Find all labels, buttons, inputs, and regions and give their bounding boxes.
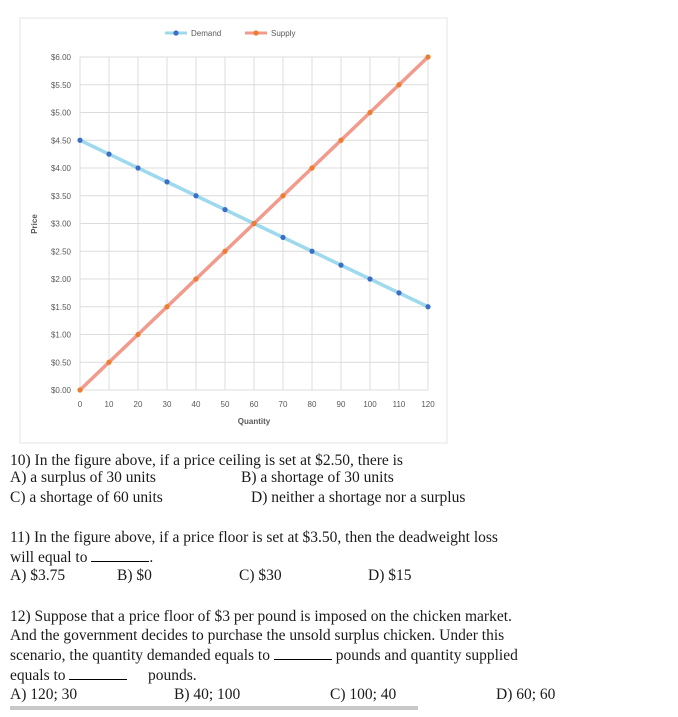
x-axis-title: Quantity xyxy=(237,417,271,426)
y-tick-label: $4.50 xyxy=(50,136,71,146)
x-tick-label: 70 xyxy=(278,400,288,409)
q12-line4 xyxy=(10,666,197,685)
supply-demand-chart xyxy=(0,0,450,445)
q11-line2: will equal to xyxy=(10,549,88,566)
supply-point xyxy=(367,110,372,115)
q10-option-d: D) neither a shortage nor a surplus xyxy=(251,489,466,506)
x-tick-label: 110 xyxy=(392,400,406,409)
x-tick-label: 50 xyxy=(220,400,230,409)
q11-line1: 11) In the figure above, if a price floor is set at $3.50, then the deadweight loss xyxy=(10,529,498,546)
supply-point xyxy=(425,54,430,59)
y-axis-title: Price xyxy=(30,214,39,234)
supply-point xyxy=(396,82,401,87)
supply-point xyxy=(193,276,198,281)
y-tick-label: $4.00 xyxy=(50,164,71,173)
supply-point xyxy=(77,387,82,392)
y-tick-label: $0.00 xyxy=(50,386,71,395)
demand-point xyxy=(135,165,140,170)
x-tick-label: 0 xyxy=(77,400,83,409)
q10-text: 10) In the figure above, if a price ceiling is set at $2.50, there is xyxy=(10,452,403,469)
x-tick-label: 120 xyxy=(421,400,435,409)
x-tick-label: 80 xyxy=(307,400,317,409)
q12-option-b: B) 40; 100 xyxy=(174,686,241,703)
x-tick-label: 20 xyxy=(133,400,143,409)
supply-point xyxy=(251,221,256,226)
demand-point xyxy=(396,290,401,295)
q12-blank-2 xyxy=(69,666,127,680)
q11-line2-wrap: will equal to . xyxy=(10,549,154,566)
q11-option-a: A) $3.75 xyxy=(10,567,66,584)
demand-point xyxy=(309,249,314,254)
y-tick-label: $5.00 xyxy=(50,108,71,118)
q12-line4a: equals to xyxy=(10,667,66,684)
q11-option-c: C) $30 xyxy=(239,567,282,584)
demand-point xyxy=(106,152,111,157)
x-tick-label: 10 xyxy=(104,400,114,409)
q12-option-a: A) 120; 30 xyxy=(10,686,78,703)
y-tick-label: $2.50 xyxy=(50,247,71,257)
x-tick-label: 60 xyxy=(249,400,259,409)
q12-option-d: D) 60; 60 xyxy=(496,686,556,703)
demand-point xyxy=(222,207,227,212)
supply-point xyxy=(338,138,343,143)
demand-point xyxy=(193,193,198,198)
q12-line3 xyxy=(10,646,518,665)
demand-point xyxy=(164,179,169,184)
x-tick-label: 90 xyxy=(336,400,346,409)
y-tick-label: $5.50 xyxy=(50,80,71,90)
supply-point xyxy=(222,249,227,254)
q12-line3a: scenario, the quantity demanded equals to xyxy=(10,647,270,664)
q12-line3b: pounds and quantity supplied xyxy=(335,647,518,664)
q10-option-b: B) a shortage of 30 units xyxy=(241,469,394,486)
q12-line1: 12) Suppose that a price floor of $3 per pound is imposed on the chicken market. xyxy=(10,608,512,625)
x-tick-label: 30 xyxy=(162,400,172,409)
q11-option-b: B) $0 xyxy=(117,567,152,584)
demand-point xyxy=(280,235,285,240)
q12-line5: pounds. xyxy=(148,667,197,684)
x-tick-label: 100 xyxy=(363,400,377,409)
legend-demand-marker xyxy=(173,30,178,35)
q10-option-a: A) a surplus of 30 units xyxy=(10,469,156,486)
x-tick-label: 40 xyxy=(191,400,201,409)
q12-blank-1 xyxy=(274,646,332,660)
q10-option-c: C) a shortage of 60 units xyxy=(10,489,163,506)
q12-option-c: C) 100; 40 xyxy=(330,686,397,703)
supply-point xyxy=(135,332,140,337)
y-tick-label: $3.00 xyxy=(50,219,71,229)
supply-point xyxy=(164,304,169,309)
y-tick-label: $0.50 xyxy=(50,358,71,368)
demand-point xyxy=(425,304,430,309)
y-tick-label: $3.50 xyxy=(50,191,71,201)
bottom-bar xyxy=(10,706,418,710)
supply-point xyxy=(309,165,314,170)
q12-line2: And the government decides to purchase the unsold surplus chicken. Under this xyxy=(10,627,505,644)
y-tick-label: $6.00 xyxy=(50,53,71,62)
demand-point xyxy=(367,276,372,281)
y-tick-label: $1.00 xyxy=(50,330,71,340)
legend-supply-marker xyxy=(253,30,258,35)
q11-blank xyxy=(91,548,149,562)
chart-svg xyxy=(0,0,450,445)
supply-point xyxy=(280,193,285,198)
legend-demand-label: Demand xyxy=(191,29,222,38)
chart-frame xyxy=(20,18,447,443)
supply-point xyxy=(106,360,111,365)
y-tick-label: $1.50 xyxy=(50,302,71,312)
demand-point xyxy=(77,138,82,143)
q11-option-d: D) $15 xyxy=(368,567,412,584)
y-tick-label: $2.00 xyxy=(50,275,71,284)
demand-point xyxy=(338,263,343,268)
legend-supply-label: Supply xyxy=(271,29,296,38)
